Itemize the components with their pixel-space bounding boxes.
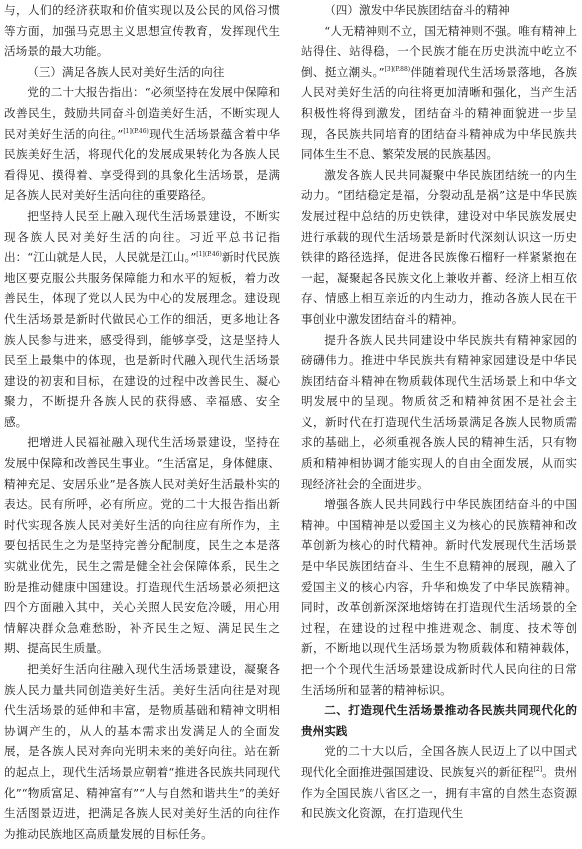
right-column — [301, 0, 577, 824]
paragraph: 提升各族人民共同建设中华民族共有精神家园的磅礴伟力。推进中华民族共有精神家园建设是中华民族团结奋斗精神在物质载体现代生活场景上和中华文明发展中的呈现。物质贫乏和精神贫困不是社会主义，新时代在打造现代生活场景满足各族人民物质需求的基础上，必须重视各族人民的精神生活，只有物质和精神相协调才能实现人的自由全面发展，从而实现经济社会的全面进步。 — [301, 332, 577, 491]
paragraph: 与，人们的经济获取和价值实现以及公民的风俗习惯等方面，加强马克思主义思想宣传教育，发挥现代生活场景的最大功能。 — [4, 3, 280, 59]
paragraph — [301, 741, 577, 823]
paragraph: 把美好生活向往融入现代生活场景建设，凝聚各族人民力量共同创造美好生活。美好生活向往是对现代生活场景的延伸和丰富，是物质基础和精神文明相协调产生的，从人的基本需求出发满足人的全面发展，是各族人民对奔向光明未来的美好向往。站在新的起点上，现代生活场景应朝着“推进各民族共同现代化”“物质富足、精神富有”“人与自然和谐共生”的美好生活图景迈进，把满足各族人民对美好生活的向往作为推动民族地区高质量发展的目标任务。 — [4, 662, 280, 841]
paragraph-text: 党的二十大以后，全国各族人民迈上了以中国式现代化全面推进强国建设、民族复兴的新征程 — [301, 744, 577, 779]
paragraph — [4, 206, 280, 433]
paragraph-text: 党的二十大报告指出：“必须坚持在发展中保障和改善民生，鼓励共同奋斗创造美好生活，不断实现人民对美好生活的向往。” — [4, 85, 280, 141]
citation-ref: [3](P.88) — [384, 65, 411, 73]
section-heading: 二、打造现代生活场景推动各民族共同现代化的贵州实践 — [301, 703, 577, 738]
paragraph-text: 新时代民族地区要克服公共服务保障能力和水平的短板，着力改善民生，体现了党以人民为中心的发展理念。建设现代生活场景是新时代做民心工作的细活，更多地让各族人民参与进来，感受得到，能够享受，这是坚持人民至上最集中的体现，也是新时代融入现代生活场景建设的初衷和目标，在建设的过程中改善民生、凝心聚力，不断提升各族人民的获得感、幸福感、安全感。 — [4, 250, 280, 429]
paragraph-text: 。贵州作为全国民族八省区之一，拥有丰富的自然生态资源和民族文化资源，在打造现代生 — [301, 764, 577, 821]
paragraph-text: 伴随着现代生活场景落地，各族人民对美好生活的向往将更加清晰和强化，当产生活积极性将得到激发，团结奋斗的精神面貌进一步呈现，各民族共同培育的团结奋斗精神成为中华民族共同体生生不息、繁荣发展的民族基因。 — [301, 64, 577, 162]
subsection-heading: （四）激发中华民族团结奋斗的精神 — [324, 3, 510, 17]
left-column — [4, 0, 280, 844]
citation-ref: [2] — [533, 766, 543, 774]
paragraph: 把增进人民福祉融入现代生活场景建设，坚持在发展中保障和改善民生事业。“生活富足，身体健康、精神充足、安居乐业”是各族人民对美好生活最朴实的表达。民有所呼，必有所应。党的二十大报告指出新时代实现各族人民对美好生活的向往应有所作为，主要包括民生之为是坚持完善分配制度，民生之本是落实就业优先，民生之需是健全社会保障体系，民生之盼是推动健康中国建设。打造现代生活场景必须把这四个方面融入其中，关心关照人民安危冷暖，用心用情解决群众急难愁盼，补齐民生之短、满足民生之期、提高民生质量。 — [4, 435, 280, 656]
citation-ref: [1](P.46) — [123, 127, 149, 135]
paragraph-text: 现代生活场景蕴含着中华民族美好生活，将现代化的发展成果转化为各族人民看得见、摸得着、享受得到的具象化生活场景，是满足各族人民对美好生活向往的重要路径。 — [4, 126, 280, 203]
paragraph — [4, 82, 280, 206]
citation-ref: [1](P.46) — [196, 251, 222, 259]
paragraph: 增强各族人民共同践行中华民族团结奋斗的中国精神。中国精神是以爱国主义为核心的民族精神和改革创新为核心的时代精神。新时代发展现代生活场景是中华民族团结奋斗、生生不息精神的展现，融入了爱国主义的核心内容，升华和焕发了中华民族精神。同时，改革创新深深地熔铸在打造现代生活场景的全过程，在建设的过程中推进观念、制度、技术等创新，不断地以现代生活场景为物质载体和精神载体，把一个个现代生活场景建设成新时代人民向往的日常生活场所和显著的精神标识。 — [301, 497, 577, 697]
paragraph-text: “人无精神则不立，国无精神则不强。唯有精神上站得住、站得稳，一个民族才能在历史洪流中屹立不倒、挺立潮头。” — [301, 23, 577, 79]
paragraph-text: 把坚持人民至上融入现代生活场景建设，不断实现各族人民对美好生活的向往。习近平总书记指出：“江山就是人民，人民就是江山。” — [4, 208, 280, 265]
subsection-heading: （三）满足各族人民对美好生活的向往 — [27, 64, 225, 79]
paragraph: 激发各族人民共同凝聚中华民族团结统一的内生动力。“团结稳定是福，分裂动乱是祸”这是中华民族发展过程中总结的历史铁律，建设对中华民族发展史进行承载的现代生活场景是新时代深刻认识这一历史铁律的路径选择，促进各民族像石榴籽一样紧紧抱在一起，凝聚起各民族文化上兼收并蓄、经济上相互依存、情感上相互亲近的内生动力，推动各族人民在干事创业中激发团结奋斗的精神。 — [301, 167, 577, 326]
paragraph — [301, 21, 577, 165]
